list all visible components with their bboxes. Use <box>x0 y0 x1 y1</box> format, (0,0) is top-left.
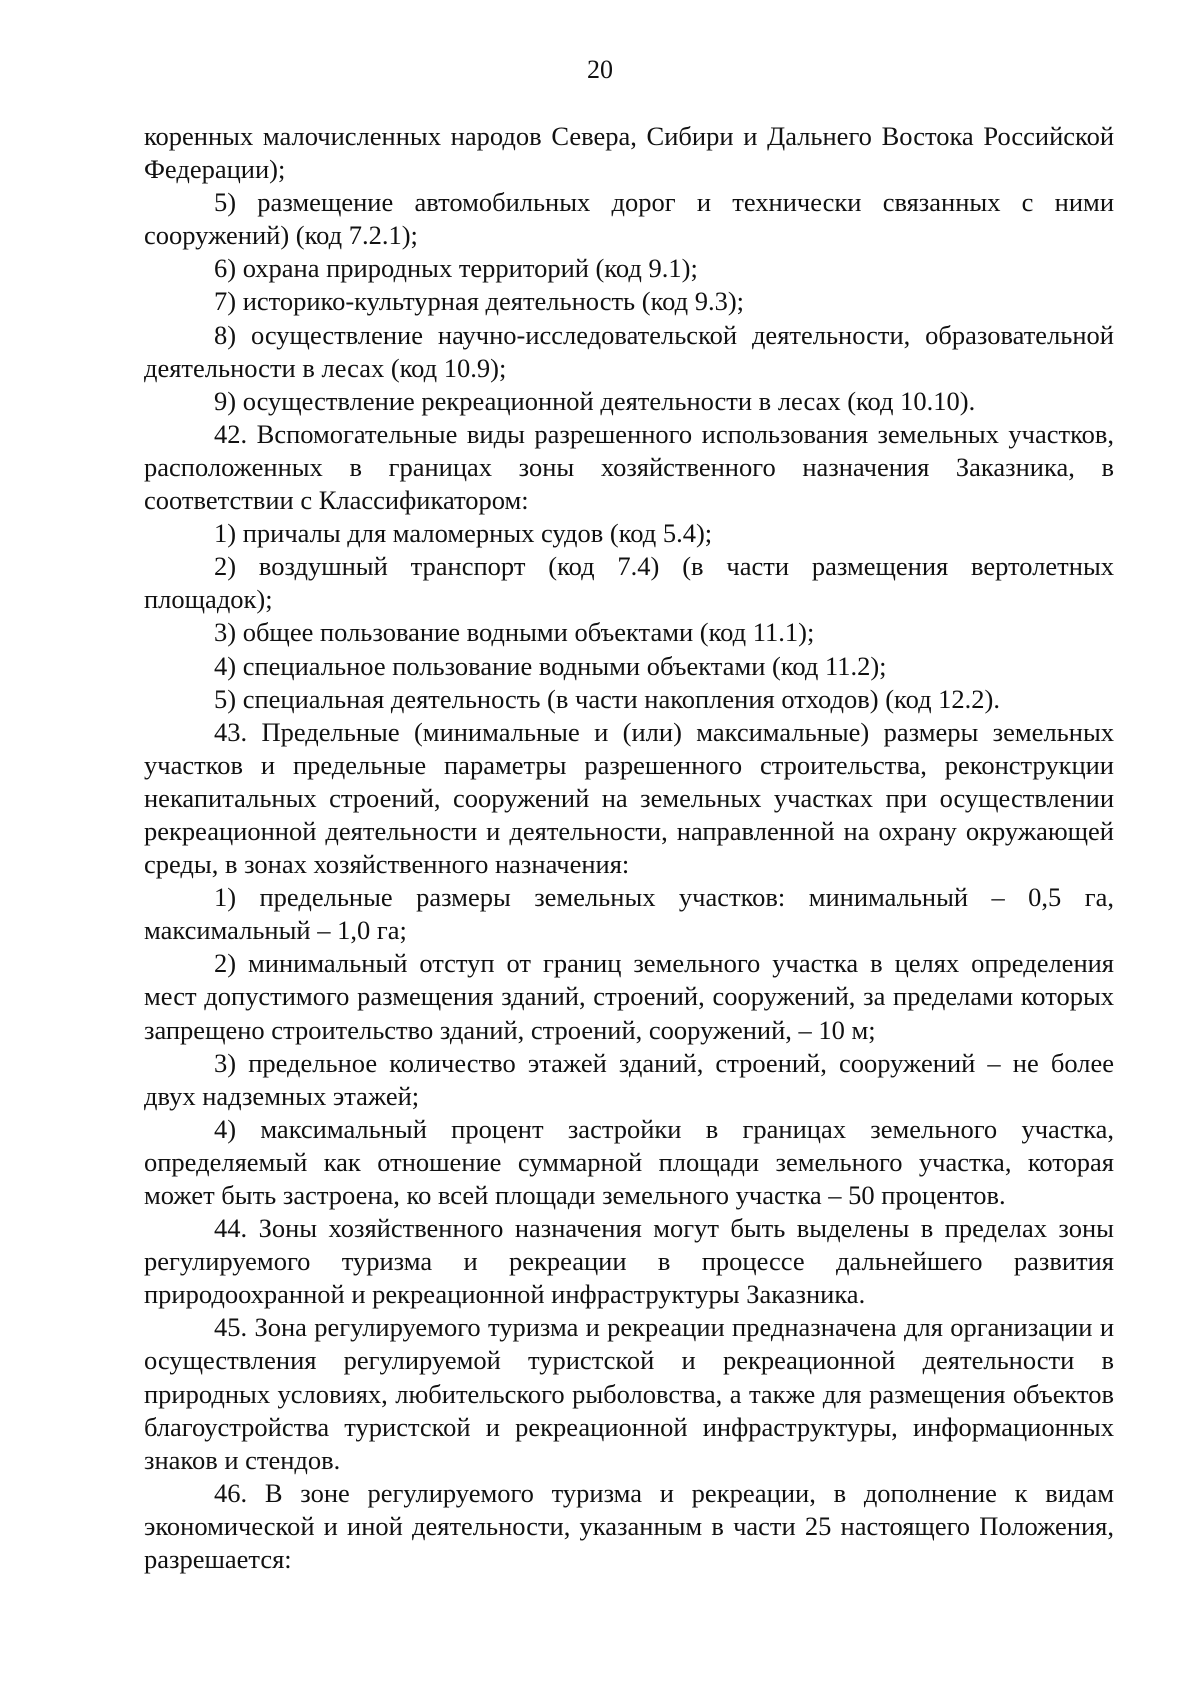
list-item-3-general-water-use: 3) общее пользование водными объектами (код 11.1); <box>214 617 815 648</box>
page-number: 20 <box>587 55 613 84</box>
section-44-economic-zones: 44. Зоны хозяйственного назначения могут быть выделены в пределах зоны регулируемого туризма и рекреации в процессе дальнейшего развития природоохранной и рекреационной инфраструктуры Заказника. <box>144 1213 1114 1310</box>
section-42-auxiliary-uses: 42. Вспомогательные виды разрешенного использования земельных участков, расположенных в границах зоны хозяйственного назначения Заказника, в соответствии с Классификатором: <box>144 418 1114 516</box>
section-46-permitted-activities: 46. В зоне регулируемого туризма и рекреации, в дополнение к видам экономической и иной деятельности, указанным в части 25 настоящего Положения, разрешается: <box>144 1477 1114 1575</box>
list-item-8-research: 8) осуществление научно-исследовательской деятельности, образовательной деятельности в лесах (код 10.9); <box>144 319 1114 383</box>
list-item-2-minimum-setback: 2) минимальный отступ от границ земельного участка в целях определения мест допустимого размещения зданий, строений, сооружений, за пределами которых запрещено строительство зданий, строений, сооружений, – 10 м; <box>144 948 1114 1045</box>
paragraph-continuation: коренных малочисленных народов Севера, Сибири и Дальнего Востока Российской Федерации); <box>144 121 1114 185</box>
section-43-limit-parameters: 43. Предельные (минимальные и (или) максимальные) размеры земельных участков и предельные параметры разрешенного строительства, реконструкции некапитальных строений, сооружений на земельных участках при осуществлении рекреационной деятельности и деятельности, направленной на охрану окружающей среды, в зонах хозяйственного назначения: <box>144 716 1114 880</box>
list-item-6-nature-protection: 6) охрана природных территорий (код 9.1); <box>214 253 698 284</box>
list-item-5-special-activity: 5) специальная деятельность (в части накопления отходов) (код 12.2). <box>214 683 1001 714</box>
list-item-4-building-coverage: 4) максимальный процент застройки в границах земельного участка, определяемый как отношение суммарной площади земельного участка, которая может быть застроена, ко всей площади земельного участка – 50 процентов. <box>144 1113 1114 1210</box>
list-item-2-air-transport: 2) воздушный транспорт (код 7.4) (в части размещения вертолетных площадок); <box>144 551 1114 615</box>
document-body <box>144 120 1114 1576</box>
list-item-9-recreation: 9) осуществление рекреационной деятельности в лесах (код 10.10). <box>214 385 976 416</box>
list-item-7-historical-cultural: 7) историко-культурная деятельность (код 9.3); <box>214 286 745 317</box>
list-item-5-roads: 5) размещение автомобильных дорог и технически связанных с ними сооружений) (код 7.2.1); <box>144 187 1114 251</box>
list-item-4-special-water-use: 4) специальное пользование водными объектами (код 11.2); <box>214 650 887 681</box>
list-item-3-floor-limit: 3) предельное количество этажей зданий, строений, сооружений – не более двух надземных этажей; <box>144 1047 1114 1111</box>
list-item-1-plot-sizes: 1) предельные размеры земельных участков: минимальный – 0,5 га, максимальный – 1,0 га; <box>144 882 1114 946</box>
section-45-tourism-zone: 45. Зона регулируемого туризма и рекреации предназначена для организации и осуществления регулируемой туристской и рекреационной деятельности в природных условиях, любительского рыболовства, а также для размещения объектов благоустройства туристской и рекреационной инфраструктуры, информационных знаков и стендов. <box>144 1312 1114 1475</box>
list-item-1-moorings: 1) причалы для маломерных судов (код 5.4); <box>214 518 713 549</box>
